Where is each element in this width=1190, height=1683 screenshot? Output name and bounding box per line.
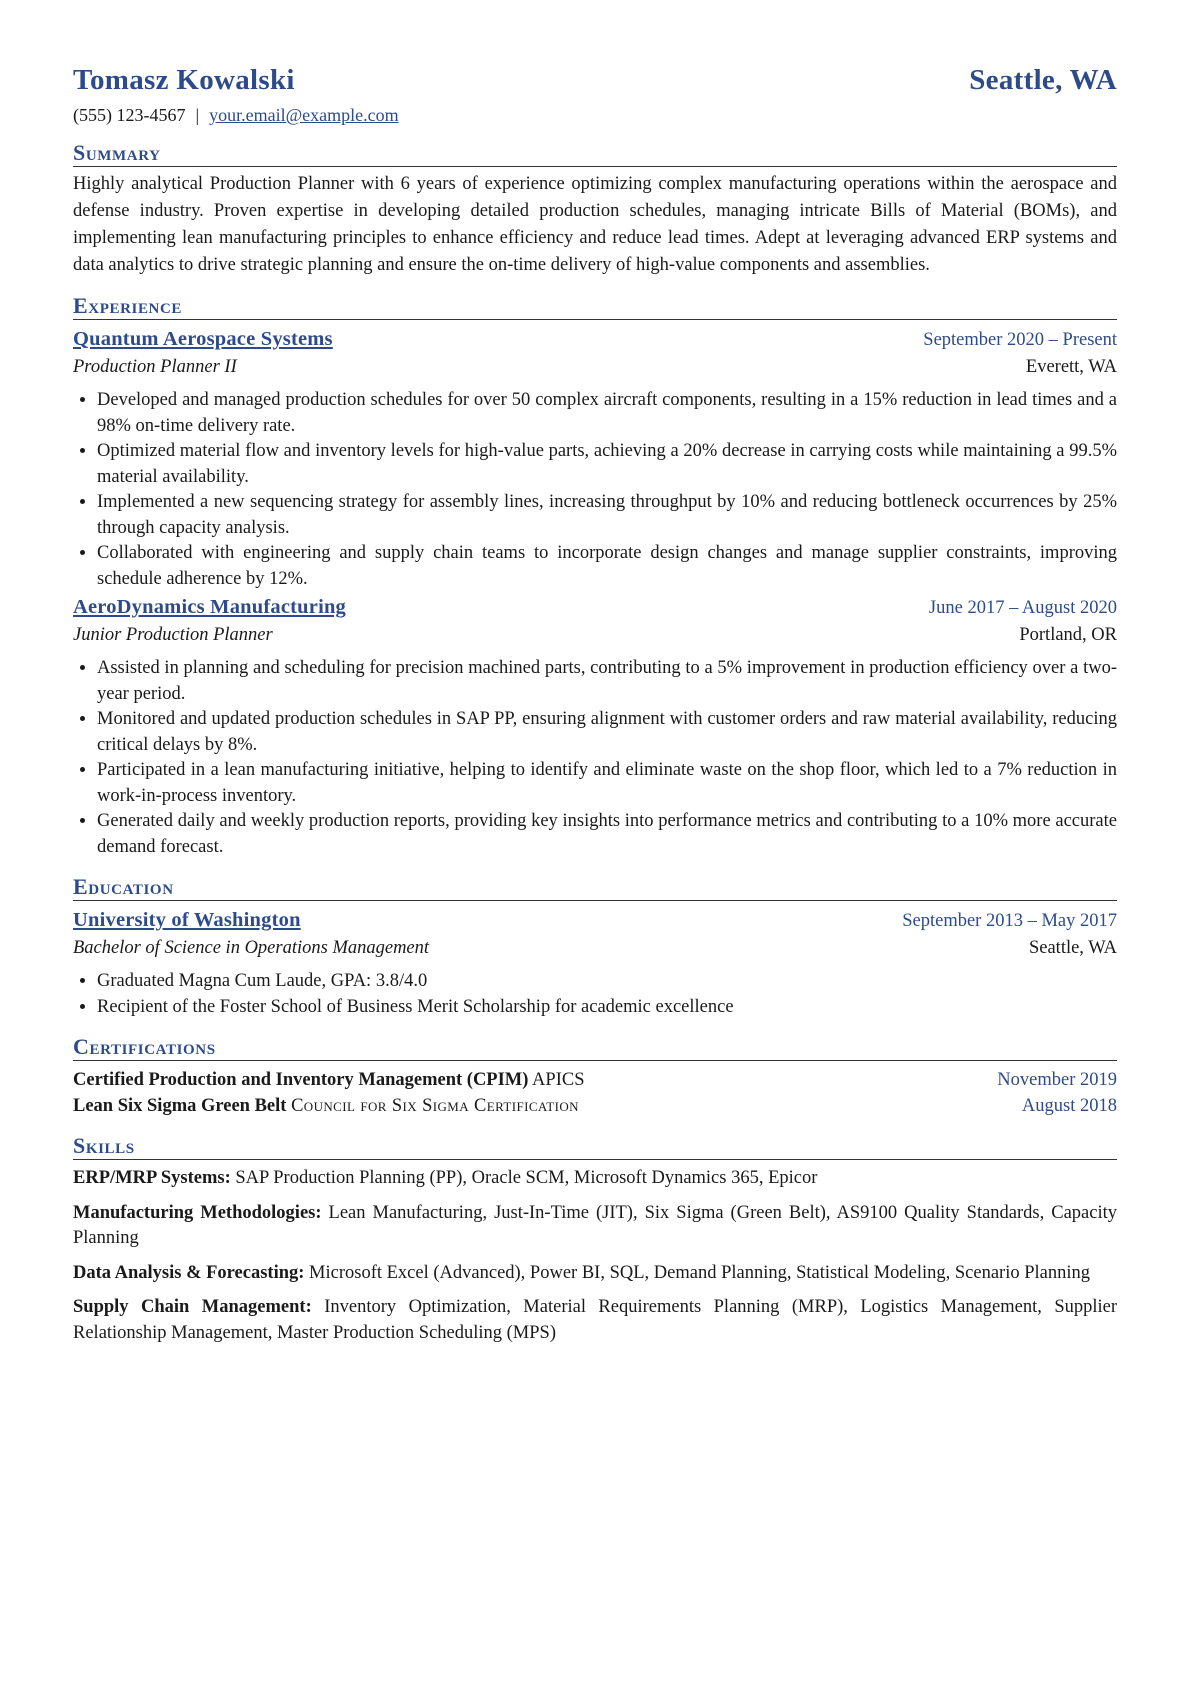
list-item: • Developed and managed production schedules for over 50 complex aircraft components, resulting in a 15% reduction in lead times and a 98% on-time delivery rate.: [97, 388, 1117, 439]
job-dates: September 2020 – Present: [923, 330, 1117, 350]
skills-heading: Skills: [73, 1133, 1117, 1160]
education-header-row: [73, 907, 1117, 935]
education-heading: Education: [73, 874, 1117, 901]
resume-header: [73, 64, 1117, 97]
school-link[interactable]: University of Washington: [73, 909, 301, 931]
skill-value: SAP Production Planning (PP), Oracle SCM, Microsoft Dynamics 365, Epicor: [235, 1168, 818, 1188]
certification-issuer: Council for Six Sigma Certification: [291, 1096, 579, 1116]
education-subheader-row: [73, 935, 1117, 962]
email-link[interactable]: your.email@example.com: [209, 105, 399, 125]
summary-text: Highly analytical Production Planner with 6 years of experience optimizing complex manufacturing operations within the aerospace and defense industry. Proven expertise in developing detailed production schedules, managing intricate Bills of Material (BOMs), and implementing lean manufacturing principles to enhance efficiency and reduce lead times. Adept at leveraging advanced ERP systems and data analytics to drive strategic planning and ensure the on-time delivery of high-value components and assemblies.: [73, 174, 1117, 275]
list-item: • Optimized material flow and inventory levels for high-value parts, achieving a 20% decrease in carrying costs while maintaining a 99.5% material availability.: [97, 439, 1117, 490]
certification-name: Lean Six Sigma Green Belt: [73, 1096, 287, 1116]
certification-name: Certified Production and Inventory Management (CPIM): [73, 1070, 529, 1090]
experience-heading: Experience: [73, 293, 1117, 320]
list-item: • Collaborated with engineering and supply chain teams to incorporate design changes and manage supplier constraints, improving schedule adherence by 12%.: [97, 541, 1117, 592]
contact-separator: |: [195, 105, 200, 125]
skill-value: Inventory Optimization, Material Requirements Planning (MRP), Logistics Management, Supplier Relationship Management, Master Production Scheduling (MPS): [73, 1297, 1118, 1343]
contact-line: [73, 105, 1117, 126]
education-dates: September 2013 – May 2017: [902, 911, 1117, 931]
list-item: • Implemented a new sequencing strategy for assembly lines, increasing throughput by 10% and reducing bottleneck occurrences by 25% through capacity analysis.: [97, 490, 1117, 541]
certification-date: November 2019: [997, 1070, 1117, 1090]
job-role: Production Planner II: [73, 357, 237, 377]
job-bullets: [73, 656, 1117, 860]
certification-item: [73, 1093, 1117, 1119]
skill-item: [73, 1261, 1117, 1287]
certification-text: [73, 1093, 579, 1119]
company-link[interactable]: AeroDynamics Manufacturing: [73, 596, 347, 618]
skill-label: Data Analysis & Forecasting:: [73, 1262, 305, 1283]
education-location: Seattle, WA: [1028, 938, 1117, 958]
job-subheader-row: [73, 354, 1117, 381]
job-role: Junior Production Planner: [73, 625, 273, 645]
certifications-heading: Certifications: [73, 1034, 1117, 1061]
candidate-location: Seattle, WA: [969, 64, 1117, 96]
skill-item: [73, 1295, 1117, 1346]
job-entry: [73, 326, 1117, 592]
job-dates: June 2017 – August 2020: [928, 598, 1117, 618]
candidate-name: Tomasz Kowalski: [73, 64, 295, 96]
certification-issuer: APICS: [532, 1070, 585, 1090]
skill-value: Lean Manufacturing, Just-In-Time (JIT), Six Sigma (Green Belt), AS9100 Quality Standards, Capacity Planning: [73, 1202, 1118, 1248]
list-item: • Assisted in planning and scheduling for precision machined parts, contributing to a 5% improvement in production efficiency over a two-year period.: [97, 656, 1117, 707]
skill-label: ERP/MRP Systems:: [73, 1168, 231, 1188]
job-entry: [73, 594, 1117, 860]
job-header-row: [73, 594, 1117, 622]
skill-item: [73, 1201, 1117, 1252]
degree: Bachelor of Science in Operations Management: [73, 938, 430, 958]
phone-number: (555) 123-4567: [73, 105, 186, 125]
certification-date: August 2018: [1021, 1096, 1117, 1116]
certification-text: [73, 1067, 585, 1093]
education-entry: [73, 907, 1117, 1020]
list-item: • Generated daily and weekly production reports, providing key insights into performance metrics and contributing to a 10% more accurate demand forecast.: [97, 809, 1117, 860]
skill-item: [73, 1166, 1117, 1192]
job-header-row: [73, 326, 1117, 354]
company-link[interactable]: Quantum Aerospace Systems: [73, 328, 333, 350]
education-bullets: [73, 969, 1117, 1020]
skill-label: Manufacturing Methodologies:: [73, 1202, 322, 1223]
certification-item: [73, 1067, 1117, 1093]
list-item: • Recipient of the Foster School of Business Merit Scholarship for academic excellence: [97, 995, 1117, 1021]
job-location: Everett, WA: [1025, 357, 1117, 377]
list-item: • Graduated Magna Cum Laude, GPA: 3.8/4.0: [97, 969, 1117, 995]
job-subheader-row: [73, 622, 1117, 649]
summary-heading: Summary: [73, 140, 1117, 167]
job-bullets: [73, 388, 1117, 592]
skill-value: Microsoft Excel (Advanced), Power BI, SQL, Demand Planning, Statistical Modeling, Scenario Planning: [309, 1262, 1091, 1283]
list-item: • Monitored and updated production schedules in SAP PP, ensuring alignment with customer orders and raw material availability, reducing critical delays by 8%.: [97, 707, 1117, 758]
list-item: • Participated in a lean manufacturing initiative, helping to identify and eliminate waste on the shop floor, which led to a 7% reduction in work-in-process inventory.: [97, 758, 1117, 809]
skill-label: Supply Chain Management:: [73, 1297, 312, 1317]
job-location: Portland, OR: [1019, 625, 1117, 645]
